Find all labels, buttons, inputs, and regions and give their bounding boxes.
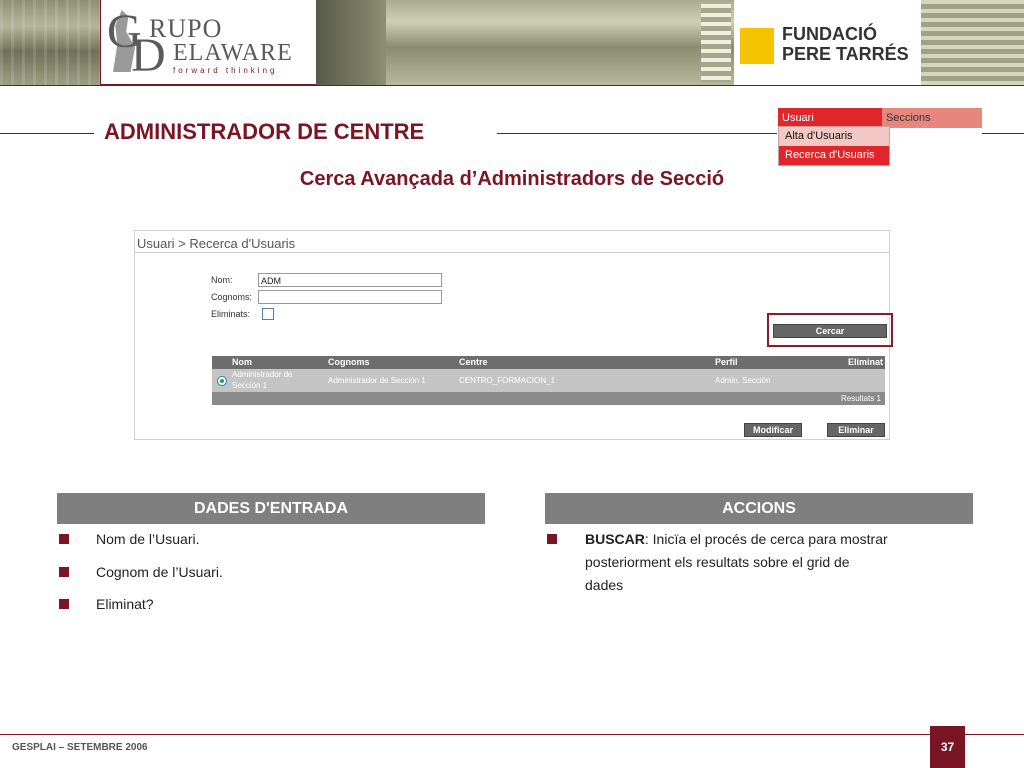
grid-header-cognoms[interactable]: Cognoms bbox=[328, 357, 370, 367]
input-item-nom: Nom de l’Usuari. bbox=[96, 531, 200, 547]
row-perfil: Admin. Sección bbox=[715, 376, 771, 385]
row-centre: CENTRO_FORMACION_1 bbox=[459, 376, 556, 385]
logo-grupo-text: RUPO bbox=[149, 14, 223, 43]
results-grid-footer bbox=[212, 392, 885, 405]
input-item-cognom: Cognom de l’Usuari. bbox=[96, 564, 223, 580]
logo-g-letter: G bbox=[107, 5, 142, 58]
fundacio-logo bbox=[734, 0, 921, 86]
title-rule-right bbox=[982, 133, 1024, 134]
menu-usuari[interactable]: Usuari bbox=[778, 108, 882, 128]
inputs-section-header: DADES D'ENTRADA bbox=[57, 493, 485, 524]
fundacio-line2: PERE TARRÉS bbox=[782, 44, 909, 64]
bullet-icon bbox=[59, 567, 69, 577]
banner-photo-middle bbox=[316, 0, 734, 86]
banner-divider bbox=[0, 85, 1024, 86]
banner-photo-left bbox=[0, 0, 100, 86]
bullet-icon bbox=[547, 534, 557, 544]
grid-header-perfil[interactable]: Perfil bbox=[715, 357, 738, 367]
modify-button[interactable]: Modificar bbox=[744, 423, 802, 437]
footer-text: GESPLAI – SETEMBRE 2006 bbox=[12, 742, 148, 753]
action-buscar-desc-2: posteriorment els resultats sobre el grid de bbox=[585, 554, 850, 570]
action-buscar-desc-1: : Inicïa el procés de cerca para mostrar bbox=[644, 531, 888, 547]
bullet-icon bbox=[59, 534, 69, 544]
menu-seccions[interactable]: Seccions bbox=[886, 112, 931, 124]
menu-item-alta-usuaris[interactable]: Alta d'Usuaris bbox=[785, 130, 853, 142]
eliminats-checkbox[interactable] bbox=[262, 308, 274, 320]
title-rule-left bbox=[0, 133, 94, 134]
footer-rule bbox=[0, 734, 1024, 735]
breadcrumb-divider bbox=[135, 252, 889, 253]
action-item-buscar bbox=[585, 528, 965, 597]
logo-d-letter: D bbox=[131, 29, 166, 82]
logo-delaware-text: ELAWARE bbox=[173, 40, 293, 66]
title-rule-middle bbox=[497, 133, 777, 134]
delete-button[interactable]: Eliminar bbox=[827, 423, 885, 437]
menu-item-recerca-usuaris[interactable]: Recerca d'Usuaris bbox=[779, 146, 889, 165]
logo-tagline: forward thinking bbox=[173, 66, 278, 75]
grupo-delaware-logo bbox=[100, 0, 317, 85]
action-buscar-label: BUSCAR bbox=[585, 531, 645, 547]
input-item-eliminat: Eliminat? bbox=[96, 596, 154, 612]
cognoms-input[interactable] bbox=[258, 290, 442, 304]
menu-dropdown bbox=[778, 126, 890, 166]
page-title: ADMINISTRADOR DE CENTRE bbox=[104, 119, 425, 144]
row-nom-line2: Sección 1 bbox=[232, 381, 268, 390]
fundacio-square-icon bbox=[740, 28, 774, 64]
cognoms-label: Cognoms: bbox=[211, 292, 253, 302]
fundacio-line1: FUNDACIÓ bbox=[782, 24, 877, 44]
action-buscar-desc-3: dades bbox=[585, 577, 624, 593]
row-select-radio[interactable] bbox=[217, 376, 227, 386]
search-button[interactable]: Cercar bbox=[773, 324, 887, 338]
grid-header-eliminat[interactable]: Eliminat bbox=[847, 357, 883, 367]
bullet-icon bbox=[59, 599, 69, 609]
page-number: 37 bbox=[930, 726, 965, 768]
grid-header-nom[interactable]: Nom bbox=[232, 357, 252, 367]
banner-photo-right bbox=[921, 0, 1024, 86]
header-banner bbox=[0, 0, 1024, 86]
row-cognoms: Administrador de Sección 1 bbox=[328, 376, 426, 385]
nom-label: Nom: bbox=[211, 275, 233, 285]
results-count: Resultats 1 bbox=[840, 394, 881, 403]
results-grid-header bbox=[212, 356, 885, 369]
grid-header-centre[interactable]: Centre bbox=[459, 357, 488, 367]
page-subtitle: Cerca Avançada d’Administradors de Secció bbox=[299, 168, 725, 190]
eliminats-label: Eliminats: bbox=[211, 309, 251, 319]
search-panel bbox=[134, 230, 890, 440]
nom-input[interactable]: ADM bbox=[258, 273, 442, 287]
breadcrumb: Usuari > Recerca d'Usuaris bbox=[137, 236, 296, 251]
row-nom-line1: Administrador de bbox=[232, 370, 293, 379]
actions-section-header: ACCIONS bbox=[545, 493, 973, 524]
table-row[interactable] bbox=[212, 369, 885, 392]
